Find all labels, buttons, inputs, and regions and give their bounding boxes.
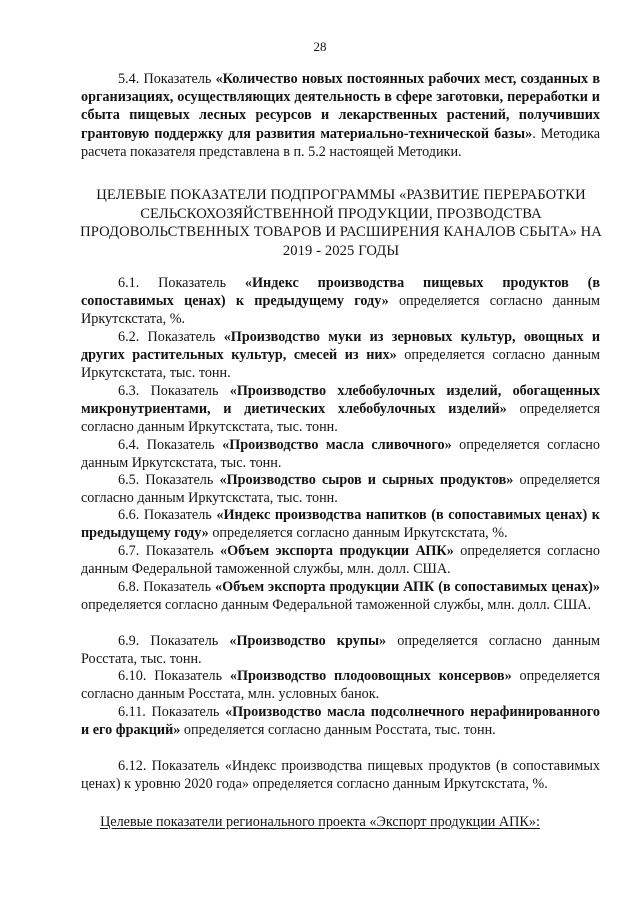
indicator-prefix: 6.1. Показатель (118, 275, 245, 291)
indicator-source: определяется согласно данным Иркутскстата, тыс. тонн. (81, 437, 600, 472)
subprogram-heading: ЦЕЛЕВЫЕ ПОКАЗАТЕЛИ ПОДПРОГРАММЫ «РАЗВИТИЕ ПЕРЕРАБОТКИ СЕЛЬСКОХОЗЯЙСТВЕННОЙ ПРОДУКЦИИ, ПРОЗВОДСТВА ПРОДОВОЛЬСТВЕННЫХ ТОВАРОВ И РАСШИРЕНИЯ КАНАЛОВ СБЫТА» НА 2019 - 2025 ГОДЫ (80, 187, 602, 259)
indicator-prefix: 6.6. Показатель (118, 507, 217, 523)
indicator-source: определяется согласно данным Иркутскстата, %. (81, 293, 600, 328)
indicator-prefix: 6.8. Показатель (118, 579, 216, 595)
indicator-source: определяется согласно данным Росстата, тыс. тонн. (180, 722, 496, 739)
paragraph-5-4-indicator-name: «Количество новых постоянных рабочих мест, созданных в организациях, осуществляющих деятельность в сфере заготовки, переработки и сбыта пищевых лесных ресурсов и лекарственных растений, получивших грантовую поддержку для развития материально-технической базы» (81, 71, 600, 142)
indicator-prefix: 6.5. Показатель (118, 472, 220, 488)
indicator-source: определяется согласно данным Росстата, тыс. тонн. (81, 633, 600, 668)
indicator-source: определяется согласно данным Иркутскстата, тыс. тонн. (81, 347, 600, 382)
indicator-name: «Производство масла подсолнечного нерафинированного и его фракций» (81, 704, 600, 739)
paragraph-5-4-description: . Методика расчета показателя представлена в п. 5.2 настоящей Методики. (81, 125, 600, 160)
indicator-name: «Производство хлебобулочных изделий, обогащенных микронутриентами, и диетических хлебобулочных изделий» (81, 383, 600, 418)
indicator-6-11 (81, 703, 600, 739)
indicator-6-3 (81, 382, 600, 437)
paragraph-5-4-prefix: 5.4. Показатель (118, 71, 216, 87)
indicator-name: «Производство муки из зерновых культур, овощных и других растительных культур, смесей из них» (81, 329, 600, 364)
indicator-name: «Производство крупы» (229, 633, 387, 649)
indicator-6-2 (81, 328, 600, 383)
indicator-name: «Объем экспорта продукции АПК (в сопоставимых ценах)» (215, 579, 600, 595)
indicator-name: «Производство сыров и сырных продуктов» (219, 472, 514, 488)
indicator-prefix: 6.11. Показатель (118, 704, 226, 720)
indicator-source: определяется согласно данным Иркутскстата, %. (208, 525, 508, 542)
indicator-text: 6.12. Показатель «Индекс производства пищевых продуктов (в сопоставимых ценах) к уровню 2020 года» определяется согласно данным Иркутскстата, %. (81, 758, 600, 793)
indicator-source: определяется согласно данным Иркутскстата, тыс. тонн. (81, 401, 600, 436)
paragraph-5-4 (81, 70, 600, 161)
indicator-name: «Объем экспорта продукции АПК» (220, 543, 454, 559)
indicator-6-5 (81, 471, 600, 507)
indicator-source: определяется согласно данным Федеральной таможенной службы, млн. долл. США. (81, 543, 600, 578)
indicator-prefix: 6.4. Показатель (118, 437, 223, 453)
indicator-6-7 (81, 542, 600, 578)
indicator-name: «Производство плодоовощных консервов» (229, 668, 512, 684)
indicator-6-4 (81, 436, 600, 472)
indicator-6-8 (81, 578, 600, 614)
indicator-name: «Производство масла сливочного» (222, 437, 452, 453)
indicator-6-6 (81, 506, 600, 542)
regional-project-subheading: Целевые показатели регионального проекта «Экспорт продукции АПК»: (100, 814, 540, 830)
indicator-prefix: 6.9. Показатель (118, 633, 230, 649)
indicator-prefix: 6.2. Показатель (118, 329, 224, 345)
indicator-source: определяется согласно данным Федеральной таможенной службы, млн. долл. США. (81, 597, 592, 614)
indicator-name: «Индекс производства пищевых продуктов (в сопоставимых ценах) к предыдущему году» (81, 275, 600, 310)
indicator-prefix: 6.10. Показатель (118, 668, 230, 684)
indicator-prefix: 6.7. Показатель (118, 543, 220, 559)
indicator-6-1 (81, 274, 600, 329)
indicator-6-9 (81, 632, 600, 668)
indicator-source: определяется согласно данным Росстата, млн. условных банок. (81, 668, 600, 703)
indicator-6-10 (81, 667, 600, 703)
indicator-name: «Индекс производства напитков (в сопоставимых ценах) к предыдущему году» (81, 507, 600, 542)
indicator-prefix: 6.3. Показатель (118, 383, 230, 399)
page-number: 28 (313, 39, 327, 54)
indicator-source: определяется согласно данным Иркутскстата, тыс. тонн. (81, 472, 600, 507)
indicator-6-12 (81, 757, 600, 793)
